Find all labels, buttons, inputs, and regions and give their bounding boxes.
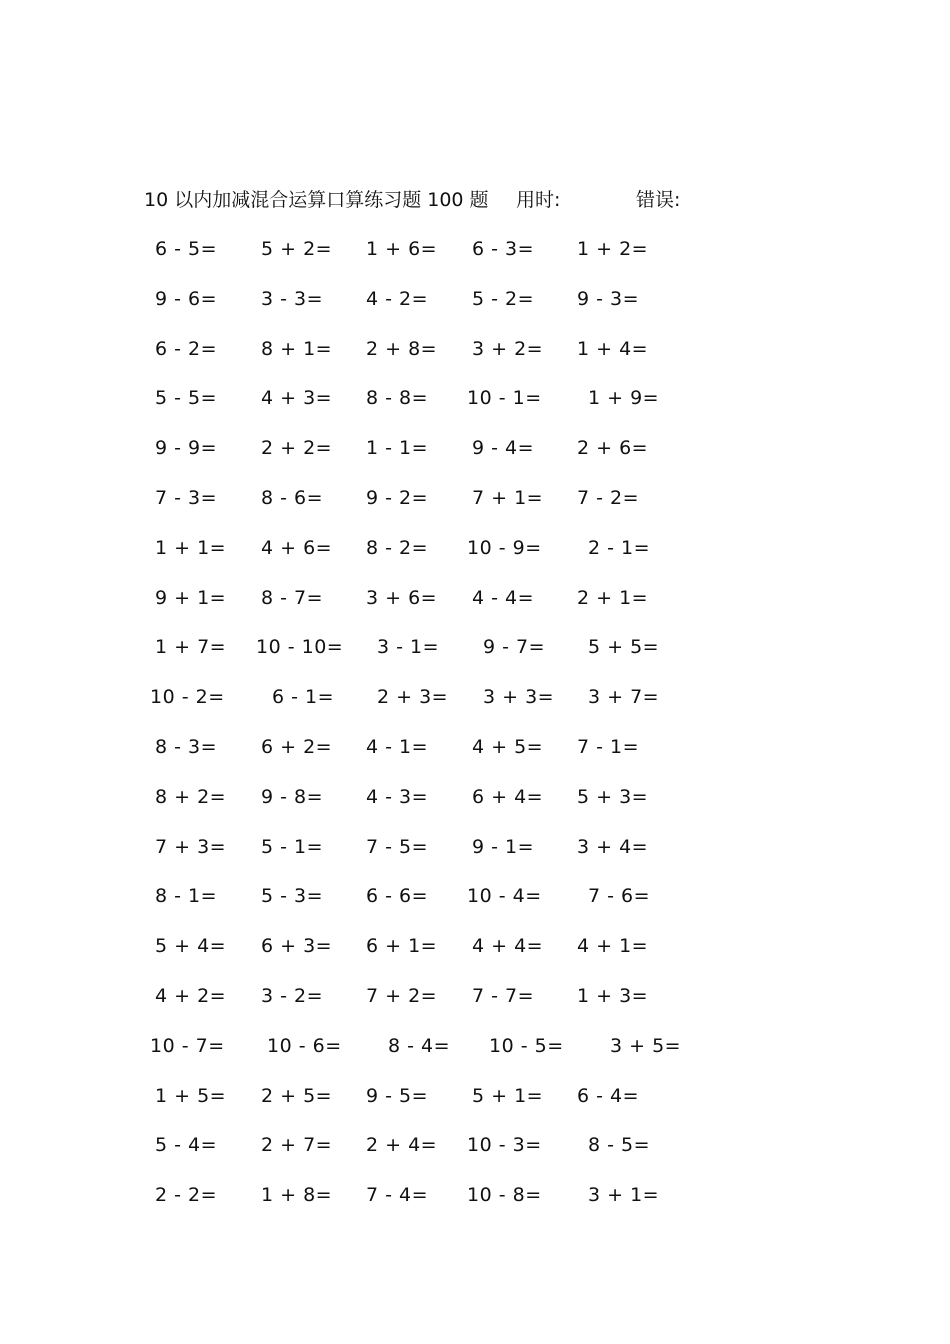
problem-cell: 10 - 6=	[267, 1034, 342, 1057]
problem-cell: 5 - 3=	[261, 885, 324, 908]
problem-cell: 7 - 6=	[588, 885, 651, 908]
problem-cell: 10 - 4=	[467, 885, 542, 908]
problem-cell: 6 - 4=	[577, 1084, 640, 1107]
problem-cell: 6 - 5=	[155, 238, 218, 260]
problem-cell: 7 - 2=	[577, 486, 640, 509]
problem-cell: 9 - 3=	[577, 287, 640, 310]
problem-cell: 4 - 3=	[366, 785, 429, 808]
problem-cell: 6 - 3=	[472, 238, 535, 260]
problem-cell: 4 - 4=	[472, 586, 535, 609]
problem-cell: 6 + 2=	[261, 735, 333, 758]
problem-cell: 5 + 1=	[472, 1084, 544, 1107]
problem-row	[0, 834, 950, 884]
problem-cell: 5 + 2=	[261, 238, 333, 260]
problem-cell: 6 - 1=	[272, 686, 335, 709]
problem-cell: 4 - 2=	[366, 287, 429, 310]
problem-row	[0, 1083, 950, 1133]
problem-cell: 2 + 4=	[366, 1134, 438, 1157]
problem-cell: 8 + 2=	[155, 785, 227, 808]
problem-row	[0, 684, 950, 734]
problem-row	[0, 435, 950, 485]
problem-cell: 6 - 2=	[155, 337, 218, 360]
problem-cell: 4 + 1=	[577, 935, 649, 958]
problem-cell: 10 - 8=	[467, 1184, 542, 1207]
problem-row	[0, 784, 950, 834]
problem-row	[0, 585, 950, 635]
problem-cell: 3 + 3=	[483, 686, 555, 709]
problem-cell: 3 + 7=	[588, 686, 660, 709]
problem-cell: 7 - 5=	[366, 835, 429, 858]
problem-cell: 9 - 1=	[472, 835, 535, 858]
problem-cell: 1 + 2=	[577, 238, 649, 260]
problem-cell: 10 - 1=	[467, 387, 542, 410]
problem-row	[0, 485, 950, 535]
problem-cell: 2 + 8=	[366, 337, 438, 360]
problem-cell: 4 + 6=	[261, 536, 333, 559]
problem-cell: 9 - 6=	[155, 287, 218, 310]
problem-cell: 9 - 4=	[472, 437, 535, 460]
problem-cell: 5 - 5=	[155, 387, 218, 410]
problem-row	[0, 933, 950, 983]
problem-cell: 10 - 3=	[467, 1134, 542, 1157]
problem-cell: 2 + 7=	[261, 1134, 333, 1157]
problem-row	[0, 1033, 950, 1083]
problem-cell: 4 + 5=	[472, 735, 544, 758]
problem-row	[0, 983, 950, 1033]
problem-cell: 3 + 5=	[610, 1034, 682, 1057]
problem-cell: 10 - 10=	[256, 636, 344, 659]
problem-cell: 7 + 1=	[472, 486, 544, 509]
problem-cell: 1 - 1=	[366, 437, 429, 460]
problem-cell: 10 - 7=	[150, 1034, 225, 1057]
problem-row	[0, 535, 950, 585]
problem-row	[0, 1132, 950, 1182]
problem-row	[0, 1182, 950, 1232]
problem-cell: 9 - 8=	[261, 785, 324, 808]
problem-cell: 7 - 4=	[366, 1184, 429, 1207]
problem-cell: 2 + 5=	[261, 1084, 333, 1107]
problem-cell: 2 - 1=	[588, 536, 651, 559]
problem-cell: 9 - 7=	[483, 636, 546, 659]
problem-cell: 8 - 3=	[155, 735, 218, 758]
problem-cell: 7 + 2=	[366, 984, 438, 1007]
problem-cell: 1 + 8=	[261, 1184, 333, 1207]
problem-row	[0, 385, 950, 435]
problem-cell: 4 - 1=	[366, 735, 429, 758]
problem-cell: 6 + 4=	[472, 785, 544, 808]
problem-cell: 1 + 9=	[588, 387, 660, 410]
problem-cell: 5 + 3=	[577, 785, 649, 808]
problem-cell: 2 + 1=	[577, 586, 649, 609]
problem-cell: 4 + 2=	[155, 984, 227, 1007]
problem-cell: 3 - 3=	[261, 287, 324, 310]
problem-grid	[0, 236, 950, 1232]
problem-row	[0, 236, 950, 286]
problem-cell: 4 + 4=	[472, 935, 544, 958]
problem-cell: 9 - 5=	[366, 1084, 429, 1107]
problem-cell: 9 - 9=	[155, 437, 218, 460]
problem-cell: 6 - 6=	[366, 885, 429, 908]
problem-row	[0, 883, 950, 933]
problem-cell: 5 + 5=	[588, 636, 660, 659]
problem-cell: 8 - 8=	[366, 387, 429, 410]
problem-row	[0, 634, 950, 684]
problem-row	[0, 286, 950, 336]
problem-cell: 5 - 4=	[155, 1134, 218, 1157]
problem-cell: 8 - 1=	[155, 885, 218, 908]
problem-cell: 8 - 6=	[261, 486, 324, 509]
problem-cell: 7 - 7=	[472, 984, 535, 1007]
problem-cell: 8 - 7=	[261, 586, 324, 609]
problem-cell: 1 + 4=	[577, 337, 649, 360]
problem-cell: 1 + 5=	[155, 1084, 227, 1107]
worksheet-title: 10 以内加减混合运算口算练习题 100 题	[144, 189, 489, 211]
problem-cell: 1 + 3=	[577, 984, 649, 1007]
problem-cell: 3 - 1=	[377, 636, 440, 659]
problem-cell: 3 - 2=	[261, 984, 324, 1007]
problem-cell: 10 - 9=	[467, 536, 542, 559]
problem-cell: 7 - 1=	[577, 735, 640, 758]
error-count-label: 错误:	[636, 189, 681, 211]
problem-cell: 1 + 7=	[155, 636, 227, 659]
problem-cell: 2 + 6=	[577, 437, 649, 460]
problem-cell: 8 - 4=	[388, 1034, 451, 1057]
problem-cell: 3 + 4=	[577, 835, 649, 858]
problem-row	[0, 336, 950, 386]
problem-cell: 4 + 3=	[261, 387, 333, 410]
problem-cell: 6 + 3=	[261, 935, 333, 958]
problem-cell: 8 - 2=	[366, 536, 429, 559]
problem-cell: 2 - 2=	[155, 1184, 218, 1207]
problem-cell: 10 - 5=	[489, 1034, 564, 1057]
problem-cell: 9 - 2=	[366, 486, 429, 509]
problem-cell: 8 + 1=	[261, 337, 333, 360]
problem-cell: 3 + 6=	[366, 586, 438, 609]
problem-cell: 7 - 3=	[155, 486, 218, 509]
problem-row	[0, 734, 950, 784]
problem-cell: 8 - 5=	[588, 1134, 651, 1157]
problem-cell: 5 - 1=	[261, 835, 324, 858]
problem-cell: 5 + 4=	[155, 935, 227, 958]
problem-cell: 2 + 3=	[377, 686, 449, 709]
problem-cell: 3 + 2=	[472, 337, 544, 360]
problem-cell: 7 + 3=	[155, 835, 227, 858]
problem-cell: 6 + 1=	[366, 935, 438, 958]
problem-cell: 10 - 2=	[150, 686, 225, 709]
problem-cell: 5 - 2=	[472, 287, 535, 310]
problem-cell: 1 + 1=	[155, 536, 227, 559]
problem-cell: 9 + 1=	[155, 586, 227, 609]
problem-cell: 1 + 6=	[366, 238, 438, 260]
time-used-label: 用时:	[516, 189, 561, 211]
problem-cell: 2 + 2=	[261, 437, 333, 460]
problem-cell: 3 + 1=	[588, 1184, 660, 1207]
